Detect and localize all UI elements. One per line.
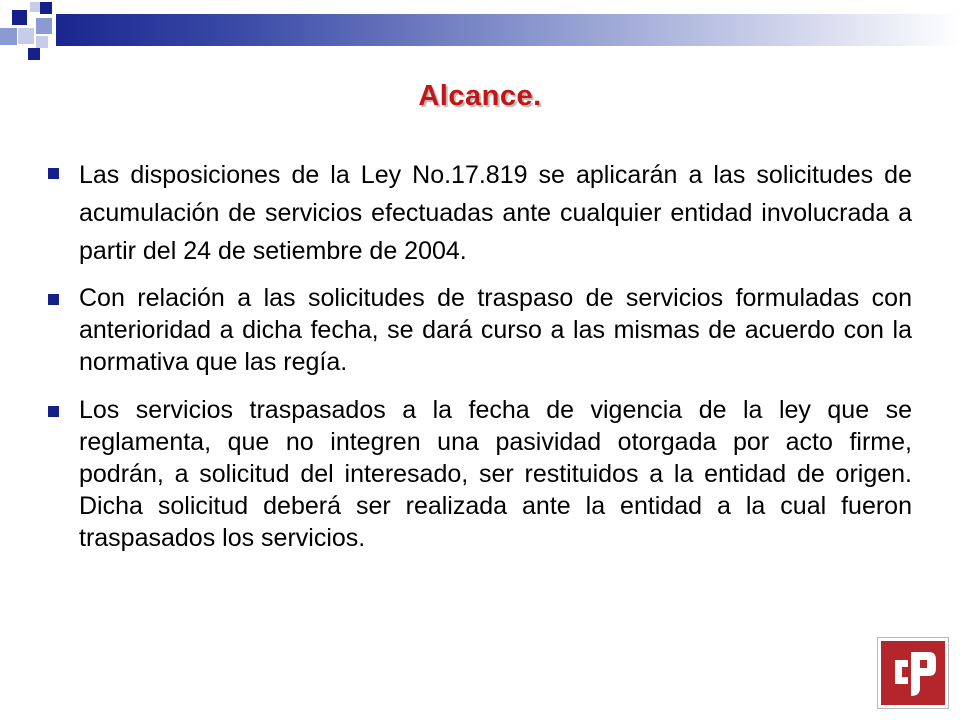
header-gradient-band	[56, 14, 960, 46]
decor-square-blue-1	[0, 28, 17, 45]
cjp-logo-icon	[877, 637, 949, 709]
decor-square-navy-3	[28, 48, 40, 60]
bullet-item	[48, 394, 912, 554]
bullet-text: Las disposiciones de la Ley No.17.819 se aplicarán a las solicitudes de acumulación de servicios efectuadas ante cualquier entidad involucrada a partir del 24 de setiembre de 2004.	[79, 161, 912, 265]
bullet-item	[48, 282, 912, 378]
bullet-text: Los servicios traspasados a la fecha de vigencia de la ley que se reglamenta, que no integren una pasividad otorgada por acto firme, podrán, a solicitud del interesado, ser restituidos a la entidad de origen. Dicha solicitud deberá ser realizada ante la entidad a la cual fueron traspasados los servicios.	[79, 396, 912, 552]
cjp-logo-graphic	[878, 638, 948, 708]
decor-square-navy-2	[40, 2, 52, 14]
square-bullet-icon	[48, 294, 59, 305]
decor-square-pale-3	[36, 36, 48, 48]
decor-square-pale-1	[30, 2, 40, 12]
slide-title: Alcance.	[418, 80, 542, 112]
square-bullet-icon	[48, 406, 59, 417]
bullet-text: Con relación a las solicitudes de traspaso de servicios formuladas con anterioridad a dicha fecha, se dará curso a las mismas de acuerdo con la normativa que las regía.	[79, 284, 912, 376]
square-bullet-icon	[48, 168, 59, 179]
decor-square-navy-1	[12, 10, 27, 25]
bullet-item	[48, 156, 912, 270]
bullet-list	[48, 156, 912, 554]
decor-square-blue-2	[36, 18, 52, 34]
decor-square-pale-2	[18, 28, 34, 44]
